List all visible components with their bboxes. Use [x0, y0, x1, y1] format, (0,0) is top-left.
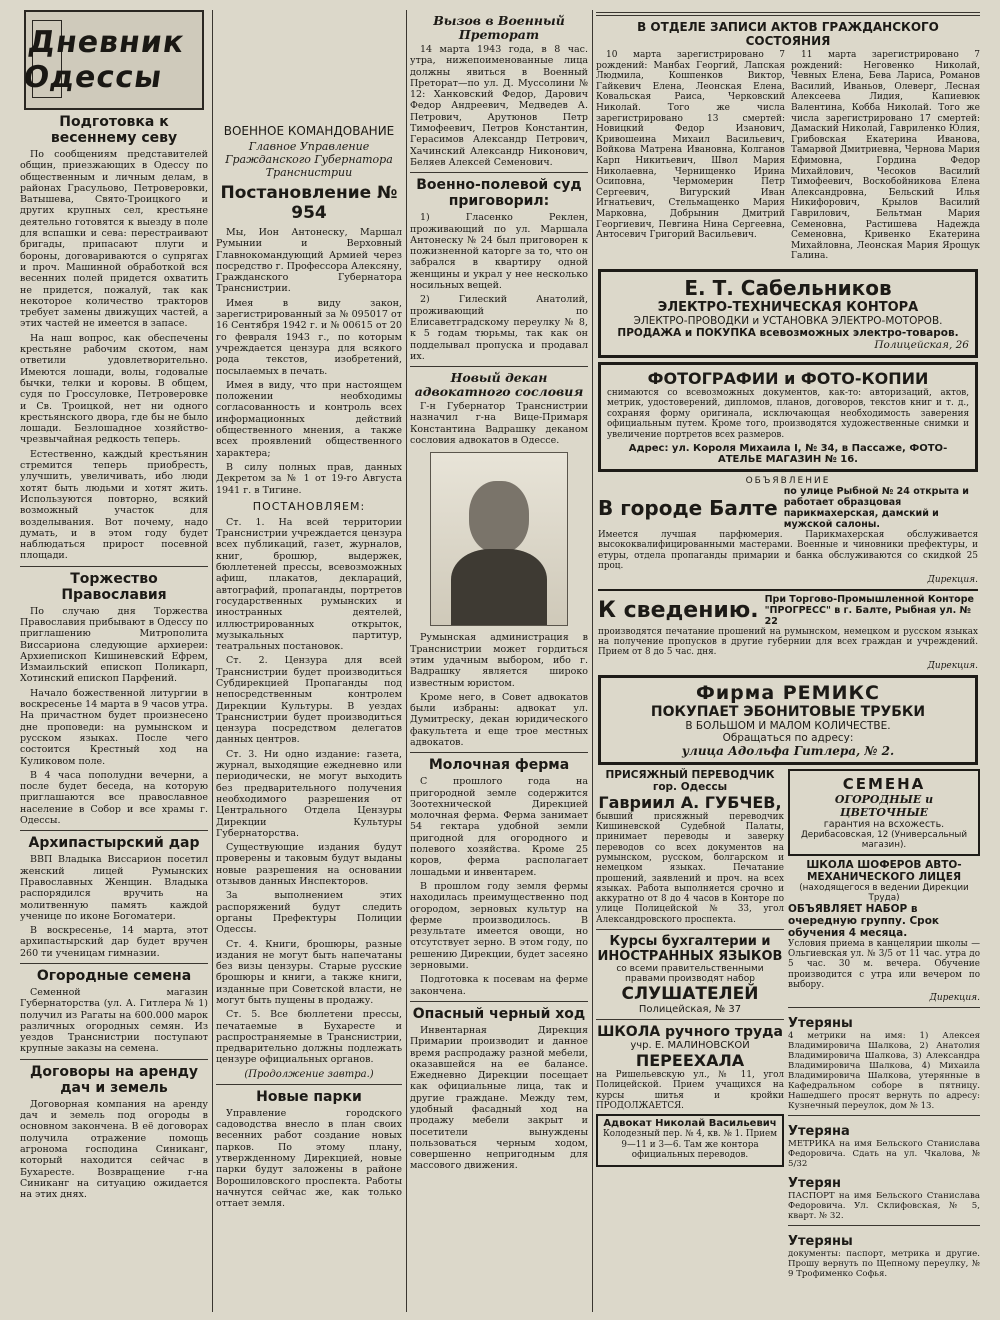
paragraph: В прошлом году земля фермы находилась преимущественно под огородом, зерновых культур на ферме производилось. В результате имеется овощи, но отсутствует зерно. В этом году, по решению Дирекции, будет засеяно зерновыми. — [410, 880, 588, 972]
paragraph: Управление городского садоводства внесло в план своих весенних работ создание новых парков. По этому плану, утвержденному Дирекцией, новые парки будут заложены в районе Ворошиловского проспекта. Работы начнутся сейчас же, как только оттает земля. — [216, 1107, 402, 1210]
ad-remiks — [598, 675, 978, 765]
ad-subtitle: ПОКУПАЕТ ЭБОНИТОВЫЕ ТРУБКИ — [650, 703, 926, 720]
ad-line: ПРОДАЖА и ПОКУПКА всевозможных электро-товаров. — [617, 326, 959, 339]
ad-title: ШКОЛА ШОФЕРОВ АВТО-МЕХАНИЧЕСКОГО ЛИЦЕЯ — [806, 858, 962, 883]
article-title: Вызов в Военный Преторат — [433, 13, 565, 42]
paragraph: Г-н Губернатор Транснистрии назначил г-на Вице-Примаря Константина Вадрашку деканом сословия адвокатов в Одессе. — [410, 401, 588, 447]
ad-address: Дерибасовская, 12 (Универсальный магазин). — [800, 829, 968, 850]
ad-text: бывший присяжный переводчик Кишиневской Судебной Палаты, принимает переводы и заверку переводов со всех документов на румынском, русском, болгарском и немецком языках. Печатание прошений, заявлений и проч. на всех языках. Работа выполняется срочно и аккуратно от 8 до 4 часов в Конторе по улице Полицейской № 33, угол Александровского проспекта. — [596, 811, 784, 925]
subheading: Главное Управление Гражданского Губернатора Транснистрии — [225, 140, 393, 179]
divider — [410, 366, 588, 367]
divider — [596, 12, 980, 16]
column-rule — [212, 10, 213, 1312]
ad-photo — [598, 362, 978, 472]
masthead-title: Дневник Одессы — [21, 25, 187, 95]
ad-drivers-school — [788, 859, 980, 1003]
ad-barber — [598, 476, 978, 585]
ads-right — [788, 769, 980, 1282]
ad-subtitle: со всеми правительственными правами производят набор — [616, 964, 764, 985]
paragraph: По случаю дня Торжества Православия прибывают в Одессу по приглашению Митрополита Виссариона следующие архиереи: Архиепископ Кишиневский Ефрем, Измаильский епископ Поликарп, Хотинский епископ Парфений. — [20, 605, 208, 685]
column-4 — [596, 0, 980, 1282]
ad-address: Адрес: ул. Короля Михаила I, № 34, в Пассаже, ФОТО-АТЕЛЬЕ МАГАЗИН № 16. — [628, 442, 948, 465]
ad-side: по улице Рыбной № 24 открыта и работает образцовая парикмахерская, дамский и мужской салоны. — [783, 485, 969, 530]
paragraph: Кроме него, в Совет адвокатов были избраны: адвокат ул. Думитреску, декан юридического факультета и еще трое местных адвокатов. — [410, 691, 588, 748]
ad-title: Фирма РЕМИКС — [696, 681, 880, 704]
ad-line: Обращаться по адресу: — [722, 731, 854, 744]
ad-text: Имеется лучшая парфюмерия. Парикмахерская обслуживается высококвалифицированными мастерами. Военные и чиновники префектуры, и етуры, отдела пропаганды примарии и банка обслуживаются со скидкой 25 проц. — [598, 529, 978, 572]
registry-right: 11 марта зарегистрировано 7 рождений: Неговенко Николай, Чевных Елена, Бева Лариса, Романов Василий, Иваньов, Олеверг, Лесная Алексеева Лидия, Капиевюк Валентина, Кобба Николай. Того же числа зарегистрировано 17 смертей: Дамаский Николай, Гавриленко Юлия, Грибовская Екатерина Иванова, Тамарвой Дмитриевна, Чернова Мария Ефимовна, Гордина Федор Михайлович, Чесоков Василий Тимофеевич, Воскобойникова Елена Александровна, Бельский Илья Никифорович, Крылов Василий Гаврилович, Бельтман Мария Семеновна, Растишева Надежда Семеновна, Кривенко Екатерина Михайловна, Леонская Мария Ярощук Галина. — [791, 50, 980, 262]
continuation-note: (Продолжение завтра.) — [244, 1068, 374, 1080]
divider — [20, 566, 208, 567]
ad-big: ПЕРЕЕХАЛА — [635, 1051, 745, 1071]
kicker: ВОЕННОЕ КОМАНДОВАНИЕ — [223, 124, 395, 138]
paragraph: 2) Гилеский Анатолий, проживающий по Елисаветградскому переулку № 8, к 5 годам тюрьмы, так как он подделывал пропуска и продавал их. — [410, 294, 588, 362]
ad-text: Условия приема в канцелярии школы — Ольгиевская ул. № 3/5 от 11 час. утра до 5 час. 30 м. вечера. Обучение производится с утра или вечером по выбору. — [788, 938, 980, 990]
article-title: Военно-полевой суд приговорил: — [416, 177, 582, 210]
article-title: Молочная ферма — [428, 757, 570, 774]
paragraph: Естественно, каждый крестьянин стремится теперь приобресть, улучшить, увеличивать, ибо люди хотят быть людьми и хотят жить. Используются повторно, всякий возможный участок для возделывания. Вот почему, надо думать, и в этом году будет наблюдаться прирост посевной площади. — [20, 448, 208, 562]
ad-notice — [598, 589, 978, 671]
ad-translator — [596, 769, 784, 1282]
lost-notice — [788, 1172, 980, 1221]
column-rule — [592, 10, 593, 1312]
ad-subtitle: ОГОРОДНЫЕ и ЦВЕТОЧНЫЕ — [834, 792, 934, 819]
portrait-body — [451, 549, 547, 625]
lost-text: документы: паспорт, метрика и другие. Прошу вернуть по Щепному переулку, № 9 Трофименко Софья. — [788, 1249, 980, 1280]
ad-title: К сведению. — [598, 597, 759, 623]
decree-heading: ПОСТАНОВЛЯЕМ: — [252, 499, 366, 513]
paragraph: Ст. 3. Ни одно издание: газета, журнал, выходящие ежедневно или периодически, не могут выходить без предварительного получения необходимого разрешения от Центрального Отдела Цензуры Дирекции Культуры Губернаторства. — [216, 748, 402, 839]
divider — [410, 1001, 588, 1002]
lost-title: Утерян — [788, 1176, 842, 1192]
masthead — [21, 10, 204, 110]
lost-notice — [788, 1230, 980, 1279]
paragraph: Подготовка к посевам на ферме закончена. — [410, 974, 588, 997]
ad-title: Курсы бухгалтерии и ИНОСТРАННЫХ ЯЗЫКОВ — [597, 934, 783, 965]
paragraph: Имея в виду, что при настоящем положении необходимы согласованность и контроль всех информационных действий общественного мнения, а также всех проявлений общественного характера; — [216, 379, 402, 459]
divider — [788, 1007, 980, 1008]
registry-left: 10 марта зарегистрировано 7 рождений: Манбах Георгий, Лапская Людмила, Кошпенков Виктор, Гайкевич Елена, Леонская Елена, Ковальская Раиса, Черковский Николай. Того же числа зарегистрировано 13 смертей: Новицкий Федор Изанович, Кривошеина Михаил Васильевич, Войкова Матрена Ивановна, Колганов Карп Никитьевич, Швол Мария Николаевна, Чернищенко Ирина Осиповна, Чермомерин Петр Сергеевич, Вигурский Иван Игнатьевич, Стельмащенко Мария Марковна, Добрынин Дмитрий Георгиевич, Певгина Нина Сергеевна, Антосевич Григорий Васильевич. — [596, 50, 785, 241]
column-3 — [410, 0, 588, 1175]
divider — [410, 752, 588, 753]
column-rule — [406, 10, 407, 1312]
paragraph: 14 марта 1943 года, в 8 час. утра, нижепоименованные лица должны явиться в Военный Преторат—по ул. Д. Муссолини № 12: Ханковский Федор, Дарович Федор Андреевич, Медведев А. Петрович, Арутюнов Петр Тимофеевич, Петров Константин, Герасимов Александр Петрович, Хачинский Александр Никонович, Беляев Алексей Семенович. — [410, 44, 588, 168]
article-title: Подготовка к весеннему севу — [50, 114, 178, 146]
divider — [20, 830, 208, 831]
lost-title: Утеряны — [788, 1234, 853, 1250]
ad-address: Полицейская, № 37 — [638, 1004, 742, 1016]
paragraph: 1) Гласенко Реклен, проживающий по ул. Маршала Антонеску № 24 был приговорен к пожизненной каторге за то, что он забрался в квартиру одной женщины и украл у нее несколько носильных вещей. — [410, 212, 588, 292]
paragraph: Ст. 1. На всей территории Транснистрии учреждается цензура всех публикаций, газет, журналов, книг, брошюр, выдержек, бюллетеней прессы, всевозможных афиш, плакатов, деклараций, автографий, пропаганды, портретов государственных румынских и иностранных деятелей, иллюстрированных открыток, музыкальных партитур, театральных постановок. — [216, 516, 402, 653]
article-title: Опасный черный ход — [412, 1005, 586, 1022]
lost-text: МЕТРИКА на имя Бельского Станислава Федоровича. Сдать на ул. Чкалова, № 5/32 — [788, 1139, 980, 1170]
paragraph: ВВП Владыка Виссарион посетил женский лицей Румынских Православных Женщин. Владыка распорядился вручить на молитвенную память каждой ученице по иконе Богоматери. — [20, 854, 208, 922]
paragraph: Румынская администрация в Транснистрии может гордиться этим удачным выбором, ибо г. Вадрашку является широко известным юристом. — [410, 632, 588, 689]
ad-title: Е. Т. Сабельников — [684, 275, 892, 300]
ad-title: ФОТОГРАФИИ и ФОТО-КОПИИ — [647, 368, 929, 388]
article-title: Договоры на аренду дач и земель — [29, 1063, 199, 1096]
divider — [20, 963, 208, 964]
paragraph: Инвентарная Дирекция Примарии производит и данное время распродажу разной мебели, оказавшейся на ее балансе. Ежедневно Дирекции посещает как официальные лица, так и другие граждане. Между тем, удобный фасадный ход на продажу мебели закрыт и посетители вынуждены пользоваться черным ходом, совершенно непригодным для массового движения. — [410, 1024, 588, 1172]
ad-lawyer — [596, 1114, 784, 1167]
paragraph: Существующие издания будут проверены и таковым будут выданы новые разрешения на основании отзывов данных Инспекторов. — [216, 842, 402, 888]
paragraph: В 4 часа пополудни вечерни, а после будет беседа, на которую приглашаются все православное население в Собор и все храмы г. Одессы. — [20, 769, 208, 827]
ad-line: гарантия на всхожесть. — [823, 818, 945, 830]
article-title: Огородные семена — [36, 968, 192, 984]
portrait-photo — [430, 452, 568, 626]
paragraph: Семенной магазин Губернаторства (ул. А. Гитлера № 1) получил из Рагаты на 600.000 марок различных огородных семян. Из уездов Транснистрии поступают крупные заказы на семена. — [20, 987, 208, 1055]
divider — [596, 1019, 784, 1020]
lost-text: 4 метрики на имя: 1) Алексея Владимировича Шалкова, 2) Анатолия Владимировича Шалкова, 3) Александра Владимировича Шалкова, 4) Михаила Владимировича Шалкова, утерянные в Кафедральном соборе в пятницу. Нашедшего просят вернуть по адресу: Кузнечный переулок, дом № 13. — [788, 1031, 980, 1112]
ad-side: При Торгово-Промышленной Конторе "ПРОГРЕСС" в г. Балте, Рыбная ул. № 22 — [764, 593, 974, 627]
paragraph: Имея в виду закон, зарегистрированный за № 095017 от 16 Сентября 1942 г. и № 00615 от 20 го февраля 1943 г., по которым учреждается цензура для всякого рода текстов, изобретений, посылаемых в печать. — [216, 297, 402, 377]
ad-title: Адвокат Николай Васильевич — [603, 1118, 777, 1130]
ad-subtitle: (находящегося в ведении Дирекции Труда) — [799, 882, 969, 903]
ad-line: В БОЛЬШОМ И МАЛОМ КОЛИЧЕСТВЕ. — [685, 719, 891, 732]
ad-subtitle: учр. Е. МАЛИНОВСКОЙ — [630, 1040, 750, 1052]
divider — [596, 929, 784, 930]
ad-title: СЕМЕНА — [842, 774, 926, 793]
article-title: Новый декан адвокатного сословия — [414, 370, 584, 400]
ad-seeds — [788, 769, 980, 856]
article-title: Новые парки — [256, 1088, 362, 1105]
divider — [216, 1084, 402, 1085]
ad-address: Полицейская, 26 — [874, 338, 969, 351]
registry-title: В ОТДЕЛЕ ЗАПИСИ АКТОВ ГРАЖДАНСКОГО СОСТОЯНИЯ — [637, 20, 939, 48]
ad-line: ЭЛЕКТРО-ПРОВОДКИ и УСТАНОВКА ЭЛЕКТРО-МОТОРОВ. — [633, 314, 943, 327]
column-1 — [20, 0, 208, 1203]
paragraph: Договорная компания на аренду дач и земель под огороды в основном закончена. В её договорах получила отражение помощь агронома господина Синиканг, который находится сейчас в Бухаресте. Возвращение г-на Синиканг на ситуацию ожидается на этих днях. — [20, 1098, 208, 1201]
paragraph: В силу полных прав, данных Декретом за № 1 от 19-го Августа 1941 г. в Тигине. — [216, 461, 402, 496]
ad-big: ОБЪЯВЛЯЕТ НАБОР в очередную группу. Срок обучения 4 месяца. — [788, 902, 940, 939]
ad-title: ШКОЛА ручного труда — [597, 1024, 783, 1041]
ad-text: производятся печатание прошений на румынском, немецком и русском языках на получение пропусков в другие губернии для всех граждан и учреждений. Прием от 8 до 5 час. дня. — [598, 626, 978, 658]
lost-title: Утеряна — [788, 1124, 850, 1140]
ad-label: ОБЪЯВЛЕНИЕ — [745, 475, 831, 486]
paragraph: Начало божественной литургии в воскресенье 14 марта в 9 часов утра. На причастном будет произнесено дне проповеди: на румынском и русском языках. После чего состоится Крестный ход на Куликовом поле. — [20, 687, 208, 767]
divider — [20, 1059, 208, 1060]
ad-electrical — [598, 269, 978, 358]
ad-signature: Дирекция. — [929, 993, 980, 1004]
paragraph: По сообщениям представителей общин, приезжающих в Одессу по общественным и личным делам, в районах Грасульово, Петроверовки, Ватышева, Свято-Троицкого и других крупных сел, крестьяне деятельно готовятся к выезду в поле для вспашки и сева: перестраивают бригады, припасают плуги и бороны, договариваются о супрягах и проч. Машинной обработкой вся весенних полей придется охватить не придется, пожалуй, так как некоторое количество тракторов требует замены движущих частей, а этих частей не имеется в запасе. — [20, 149, 208, 330]
article-title: Торжество Православия — [61, 570, 167, 603]
ad-title: Гавриил А. ГУБЧЕВ, — [598, 792, 782, 812]
lost-notice — [788, 1012, 980, 1111]
divider — [410, 172, 588, 173]
ad-heading: ПРИСЯЖНЫЙ ПЕРЕВОДЧИК гор. Одессы — [605, 768, 775, 793]
ad-signature: Дирекция. — [927, 574, 978, 585]
ad-address: улица Адольфа Гитлера, № 2. — [681, 743, 895, 758]
decree-title: Постановление № 954 — [220, 183, 398, 223]
lost-text: ПАСПОРТ на имя Бельского Станислава Федоровича. Ул. Склифовская, № 5, кварт. № 32. — [788, 1191, 980, 1222]
ad-title: В городе Балте — [598, 495, 778, 520]
ad-subtitle: ЭЛЕКТРО-ТЕХНИЧЕСКАЯ КОНТОРА — [657, 299, 919, 315]
ad-signature: Дирекция. — [927, 660, 978, 671]
paragraph: Ст. 5. Все бюллетени прессы, печатаемые в Бухаресте и распространяемые в Транснистрии, предварительно должны подлежать цензуре официальных органов. — [216, 1009, 402, 1066]
paragraph: Ст. 4. Книги, брошюры, разные издания не могут быть напечатаны без визы цензуры. Старые русские брошюры и книги, а также книги, изданные при Советской власти, не могут быть пущены в продажу. — [216, 938, 402, 1006]
ad-text: снимаются со всевозможных документов, как-то: авторизаций, актов, метрик, удостоверений, дипломов, планов, договоров, текстов книг и т. д., сохраняя форму оригинала, исключающая необходимость заверения официальным путем. Кроме того, производятся художественные снимки и увеличение портретов всех размеров. — [607, 387, 969, 440]
portrait-head — [469, 481, 529, 553]
column-2 — [216, 0, 402, 1212]
ad-text: Колодезный пер. № 4, кв. № 1. Прием 9—11 и 3—6. Там же контора официальных переводов. — [602, 1129, 778, 1160]
ad-big: СЛУШАТЕЛЕЙ — [621, 984, 759, 1005]
paragraph: За выполнением этих распоряжений будут следить органы Префектуры Полиции Одессы. — [216, 890, 402, 936]
paragraph: Ст. 2. Цензура для всей Транснистрии будет производиться Субдирекцией Пропаганды под непосредственным контролем Дирекции Культуры. В уездах Транснистрии будет производиться цензура посредством делегатов данных центров. — [216, 655, 402, 746]
ad-text: на Ришельевскую ул., № 11, угол Полицейской. Прием учащихся на курсы шитья и кройки ПРОДОЛЖАЕТСЯ. — [596, 1070, 784, 1111]
lost-title: Утеряны — [788, 1016, 853, 1032]
divider — [788, 1115, 980, 1116]
article-title: Архипастырский дар — [28, 835, 200, 852]
paragraph: В воскресенье, 14 марта, этот архипастырский дар будет вручен 260 ти ученицам гимназии. — [20, 925, 208, 959]
divider — [788, 1225, 980, 1226]
paragraph: С прошлого года на пригородной земле содержится Зоотехнической Дирекцией молочная ферма. Ферма занимает 54 гектара удобной земли пригодной для огородного и полевого хозяйства. Кроме 25 коров, ферма располагает лошадьми и инвентарем. — [410, 776, 588, 878]
lost-notice — [788, 1120, 980, 1169]
paragraph: Мы, Ион Антонеску, Маршал Румынии и Верховный Главнокомандующий Армией через посредство г. Профессора Алексяну, Гражданского Губернатора Транснистрии. — [216, 227, 402, 295]
paragraph: На наш вопрос, как обеспечены крестьяне рабочим скотом, нам ответили удовлетворительно. Имеются лошади, волы, годовалые бычки, телки и коровы. В общем, судя по Гроссуловке, Петроверовке и Св. Троицкой, нет ни одного крестьянского двора, где бы не было лошади. Безлошадное хозяйство-чрезвычайная редкость теперь. — [20, 332, 208, 446]
